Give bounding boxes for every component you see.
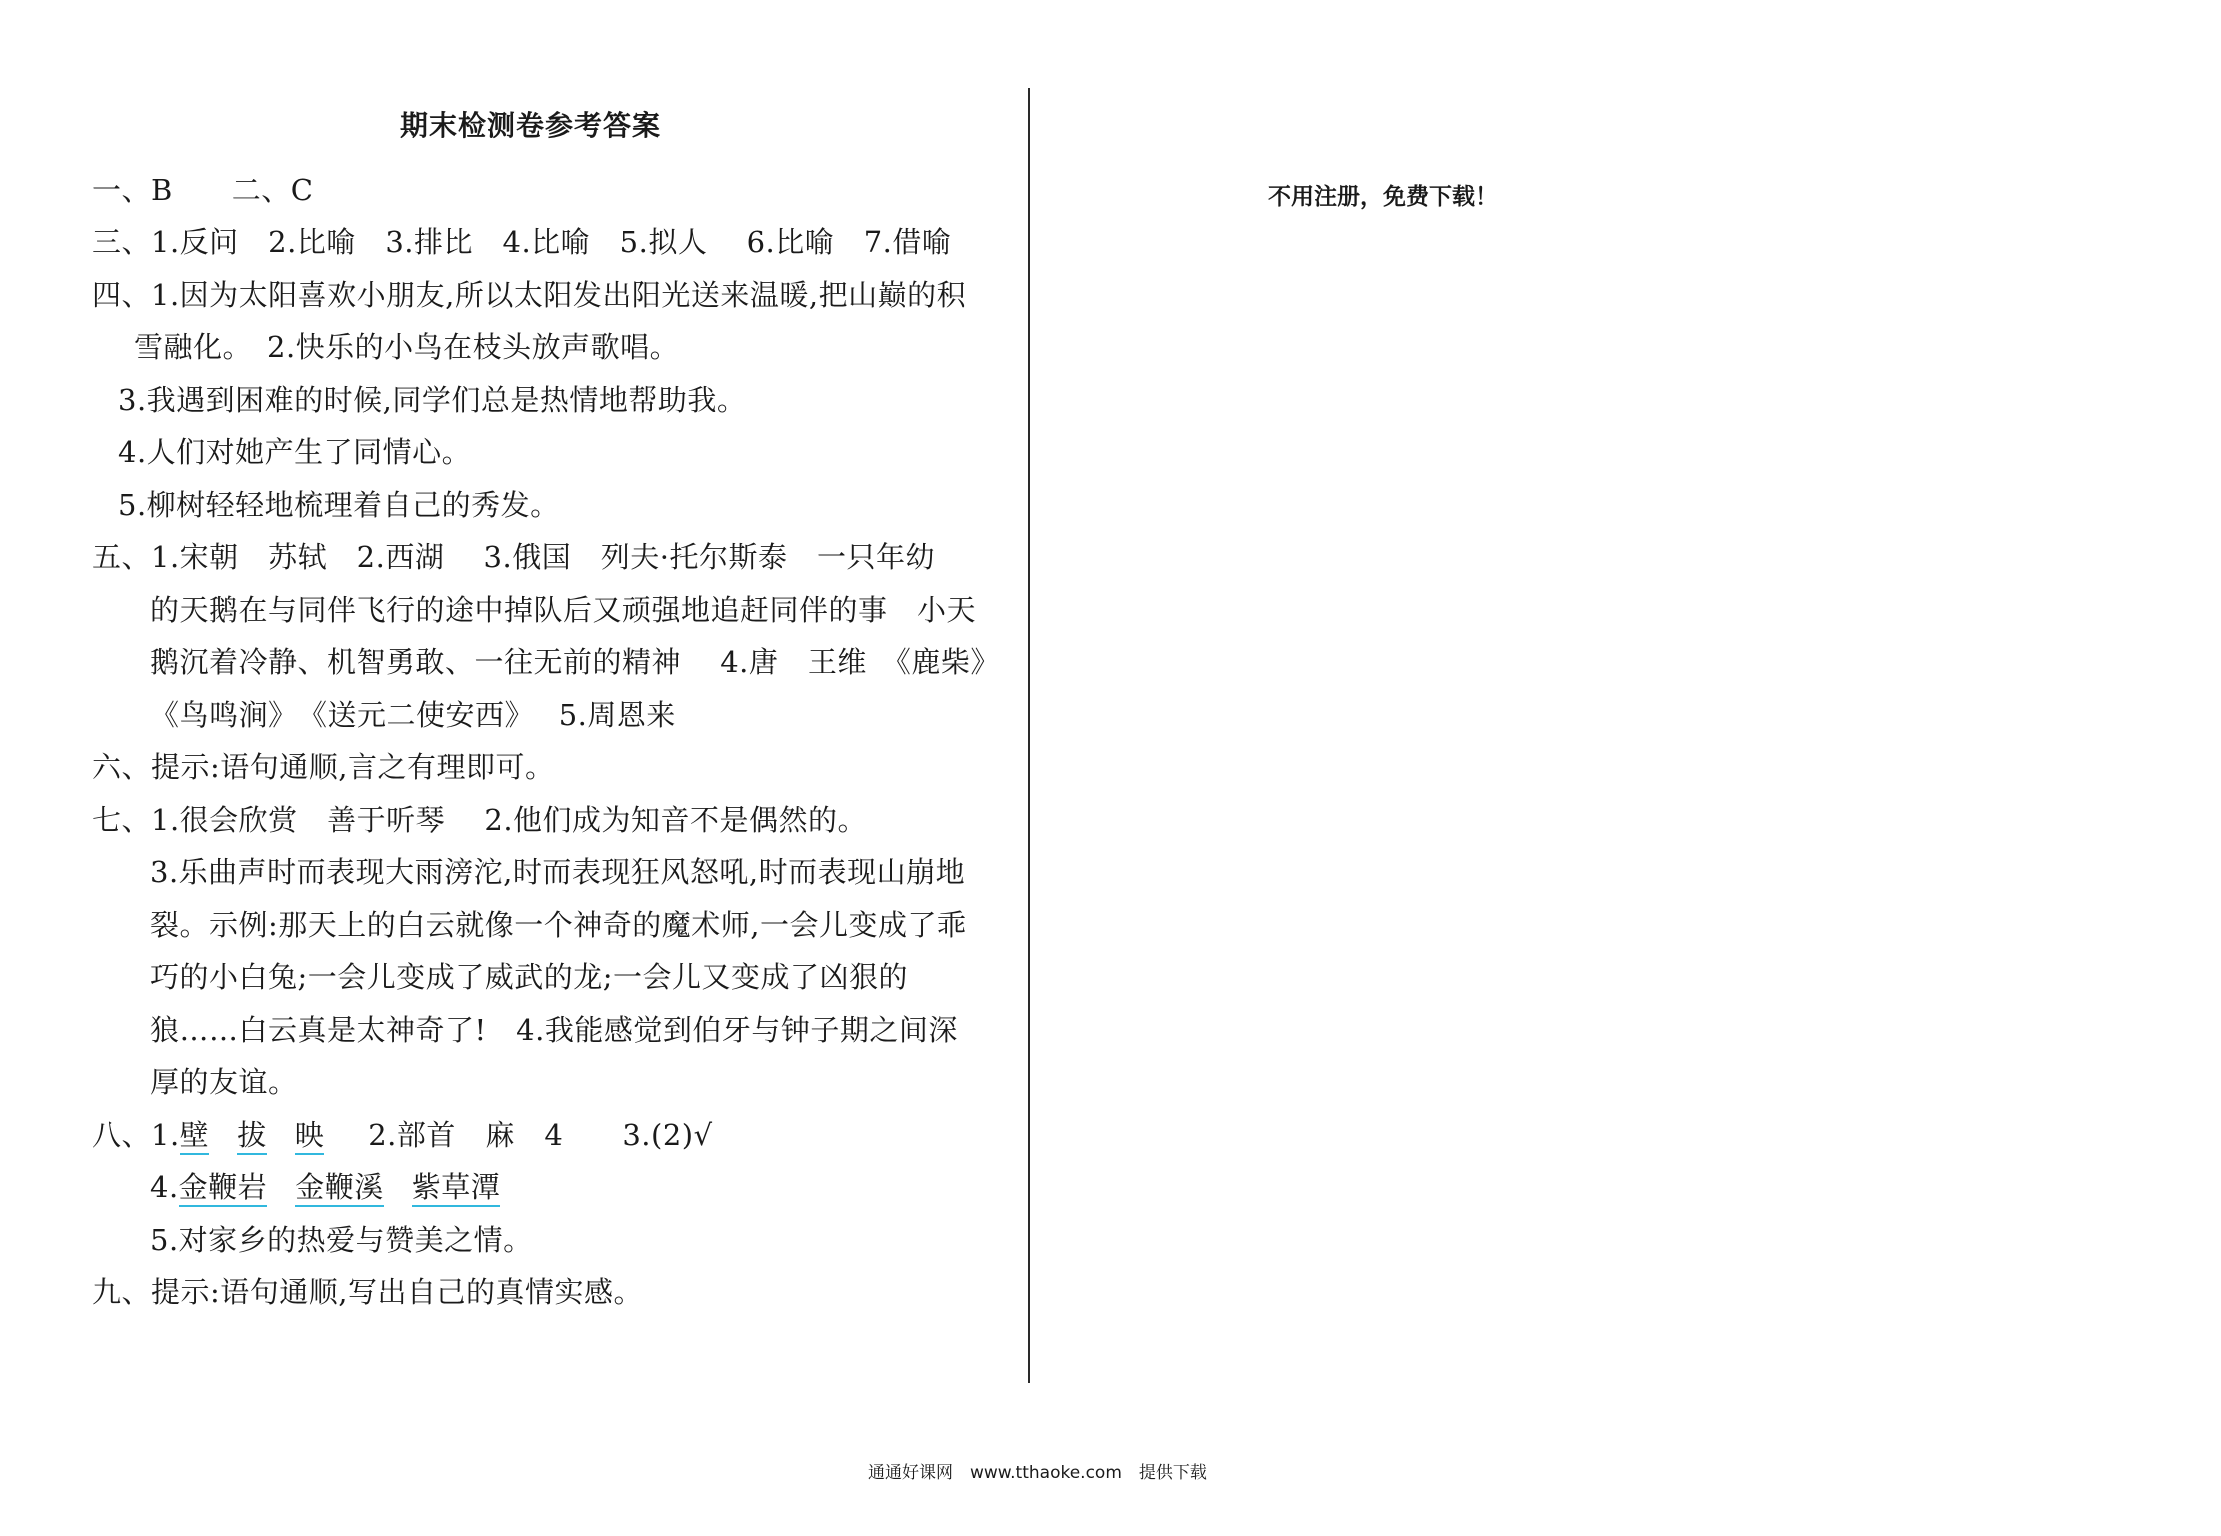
answer-prefix: 八、1. <box>92 1118 180 1152</box>
answer-line <box>92 1115 713 1155</box>
answer-line: 3.我遇到困难的时候,同学们总是热情地帮助我。 <box>118 383 747 417</box>
answer-line: 3.乐曲声时而表现大雨滂沱,时而表现狂风怒吼,时而表现山崩地 <box>150 855 966 889</box>
answer-line <box>150 1167 500 1207</box>
answer-line: 雪融化。 2.快乐的小鸟在枝头放声歌唱。 <box>134 330 680 364</box>
underlined-answer: 映 <box>295 1118 325 1155</box>
answer-line: 裂。示例:那天上的白云就像一个神奇的魔术师,一会儿变成了乖 <box>150 908 967 942</box>
answer-line: 鹅沉着冷静、机智勇敢、一往无前的精神 4.唐 王维 《鹿柴》 <box>150 645 1000 679</box>
answer-line: 4.人们对她产生了同情心。 <box>118 435 472 469</box>
underlined-answer: 壁 <box>180 1118 210 1155</box>
answer-line: 九、提示:语句通顺,写出自己的真情实感。 <box>92 1275 643 1309</box>
answer-line: 四、1.因为太阳喜欢小朋友,所以太阳发出阳光送来温暖,把山巅的积 <box>92 278 967 312</box>
answer-line: 一、B 二、C <box>92 173 314 207</box>
page-title: 期末检测卷参考答案 <box>400 109 662 142</box>
answer-line: 五、1.宋朝 苏轼 2.西湖 3.俄国 列夫·托尔斯泰 一只年幼 <box>92 540 935 574</box>
answer-line: 5.柳树轻轻地梳理着自己的秀发。 <box>118 488 560 522</box>
answer-line: 六、提示:语句通顺,言之有理即可。 <box>92 750 555 784</box>
answer-line: 狼……白云真是太神奇了! 4.我能感觉到伯牙与钟子期之间深 <box>150 1013 958 1047</box>
answer-line: 5.对家乡的热爱与赞美之情。 <box>150 1223 533 1257</box>
underlined-answer: 紫草潭 <box>412 1170 501 1207</box>
underlined-answer: 金鞭岩 <box>179 1170 268 1207</box>
answer-line: 三、1.反问 2.比喻 3.排比 4.比喻 5.拟人 6.比喻 7.借喻 <box>92 225 952 259</box>
footer-text: 通通好课网 www.tthaoke.com 提供下载 <box>868 1463 1207 1483</box>
underlined-answer: 拔 <box>237 1118 267 1155</box>
answer-prefix: 4. <box>150 1170 179 1204</box>
promo-text: 不用注册，免费下载！ <box>1268 184 1498 210</box>
answer-line: 七、1.很会欣赏 善于听琴 2.他们成为知音不是偶然的。 <box>92 803 868 837</box>
answer-line: 巧的小白兔;一会儿变成了威武的龙;一会儿又变成了凶狠的 <box>150 960 909 994</box>
answer-line: 的天鹅在与同伴飞行的途中掉队后又顽强地追赶同伴的事 小天 <box>150 593 977 627</box>
answer-line: 《鸟鸣涧》 《送元二使安西》 5.周恩来 <box>150 698 676 732</box>
underlined-answer: 金鞭溪 <box>295 1170 384 1207</box>
answer-line: 厚的友谊。 <box>150 1065 298 1099</box>
answer-text: 2.部首 麻 4 3.(2)√ <box>368 1118 713 1152</box>
column-divider <box>1028 88 1030 1383</box>
